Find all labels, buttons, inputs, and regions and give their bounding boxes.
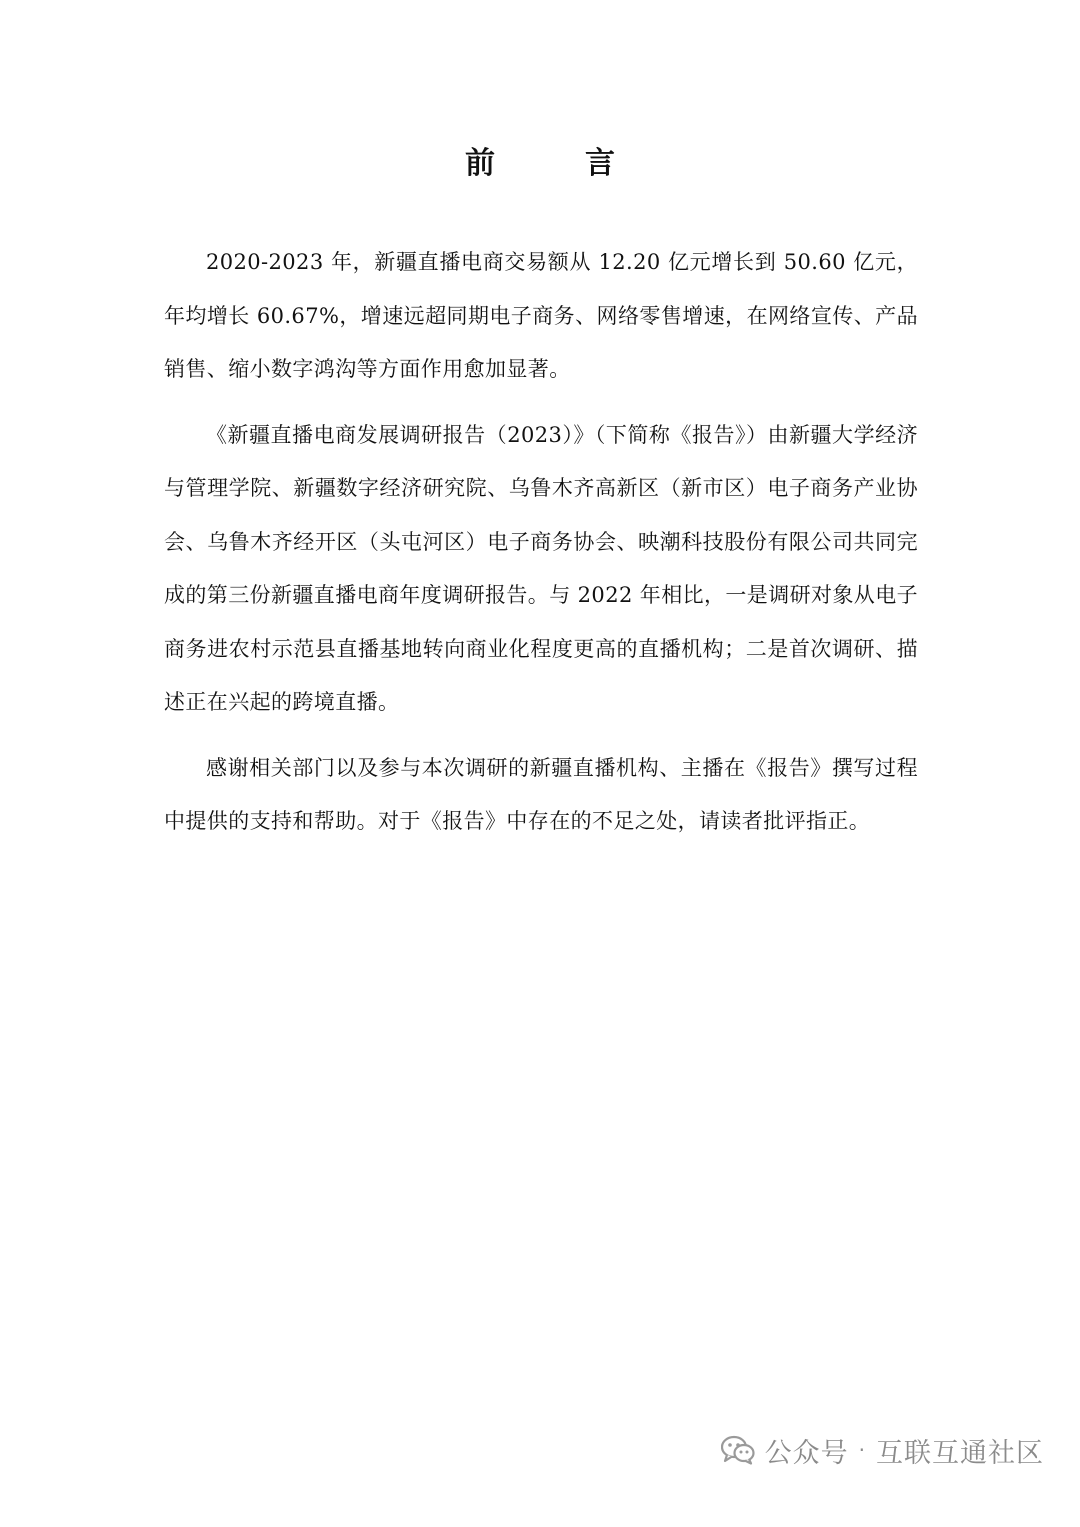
watermark-account: 互联互通社区 [876, 1437, 1044, 1469]
wechat-icon [721, 1435, 755, 1465]
paragraph-3: 感谢相关部门以及参与本次调研的新疆直播机构、主播在《报告》撰写过程中提供的支持和帮助。对于《报告》中存在的不足之处，请读者批评指正。 [164, 755, 918, 833]
paragraph-1: 2020-2023 年，新疆直播电商交易额从 12.20 亿元增长到 50.60 亿元，年均增长 60.67%，增速远超同期电子商务、网络零售增速，在网络宣传、产品销售、缩小数字鸿沟等方面作用愈加显著。 [164, 250, 918, 381]
watermark-separator: · [858, 1438, 866, 1462]
watermark-label: 公众号 [764, 1437, 849, 1469]
preface-body [164, 236, 918, 861]
paragraph-2: 《新疆直播电商发展调研报告（2023）》（下简称《报告》）由新疆大学经济与管理学院、新疆数字经济研究院、乌鲁木齐高新区（新市区）电子商务产业协会、乌鲁木齐经开区（头屯河区）电子商务协会、映潮科技股份有限公司共同完成的第三份新疆直播电商年度调研报告。与 2022 年相比，一是调研对象从电子商务进农村示范县直播基地转向商业化程度更高的直播机构；二是首次调研、描述正在兴起的跨境直播。 [164, 422, 918, 714]
wechat-watermark [721, 1430, 1044, 1470]
page-title: 前 言 [465, 146, 645, 181]
